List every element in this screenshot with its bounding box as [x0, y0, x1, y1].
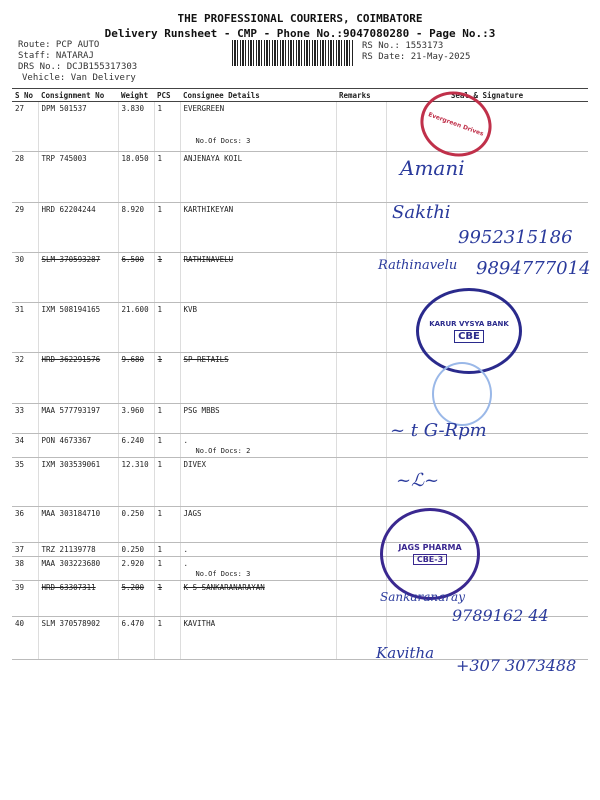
- cell-consignee: [180, 557, 336, 581]
- cell-text: 1: [157, 406, 163, 415]
- cell-weight: [118, 253, 154, 303]
- cell-consignee: [180, 253, 336, 303]
- cell-weight: [118, 102, 154, 152]
- cell-sno: [12, 458, 38, 507]
- stamp-inner-text: CBE-3: [413, 554, 447, 565]
- cell-cno: [38, 581, 118, 617]
- cell-text: 12.310: [121, 460, 149, 469]
- cell-text: 0.250: [121, 509, 145, 518]
- cell-pcs: [154, 543, 180, 557]
- cell-pcs: [154, 102, 180, 152]
- cell-weight: [118, 203, 154, 253]
- cell-weight: [118, 353, 154, 404]
- cell-pcs: [154, 152, 180, 203]
- cell-cno: [38, 303, 118, 353]
- cell-text: 1: [157, 355, 163, 364]
- column-header: Consignee Details: [180, 89, 336, 102]
- table-header-row: [12, 89, 588, 102]
- psg-faint-stamp: [432, 362, 492, 426]
- cell-text: IXM 303539061: [41, 460, 101, 469]
- cell-remarks: [336, 557, 386, 581]
- cell-weight: [118, 581, 154, 617]
- cell-text: SLM 370593287: [41, 255, 101, 264]
- route-label: Route: PCP AUTO: [18, 40, 100, 50]
- cell-text: 27: [15, 104, 25, 113]
- table-row: [12, 543, 588, 557]
- cell-weight: [118, 617, 154, 660]
- cell-cno: [38, 507, 118, 543]
- cell-text: 32: [15, 355, 25, 364]
- cell-text: 9.680: [121, 355, 145, 364]
- cell-text: 1: [157, 559, 163, 568]
- cell-remarks: [336, 458, 386, 507]
- column-header: Weight: [118, 89, 154, 102]
- cell-consignee: [180, 152, 336, 203]
- cell-text: KARTHIKEYAN: [183, 205, 234, 214]
- cell-text: 1: [157, 154, 163, 163]
- signature-30: Rathinavelu: [378, 258, 458, 273]
- cell-text: 1: [157, 460, 163, 469]
- cell-cno: [38, 458, 118, 507]
- cell-cno: [38, 543, 118, 557]
- cell-cno: [38, 617, 118, 660]
- cell-cno: [38, 404, 118, 434]
- column-header: PCS: [154, 89, 180, 102]
- cell-text: 1: [157, 305, 163, 314]
- cell-text: 1: [157, 583, 163, 592]
- cell-sno: [12, 581, 38, 617]
- cell-text: IXM 508194165: [41, 305, 101, 314]
- cell-cno: [38, 203, 118, 253]
- cell-text: .: [183, 559, 189, 568]
- cell-weight: [118, 303, 154, 353]
- cell-weight: [118, 458, 154, 507]
- phone-29: 9952315186: [458, 227, 573, 248]
- cell-text: 35: [15, 460, 25, 469]
- column-header: Remarks: [336, 89, 386, 102]
- cell-sno: [12, 152, 38, 203]
- signature-28: Amani: [400, 156, 465, 180]
- cell-text: KVB: [183, 305, 198, 314]
- cell-text: MAA 577793197: [41, 406, 101, 415]
- cell-text: 37: [15, 545, 25, 554]
- cell-text: 38: [15, 559, 25, 568]
- cell-sno: [12, 507, 38, 543]
- cell-remarks: [336, 152, 386, 203]
- cell-text: TRP 745003: [41, 154, 87, 163]
- cell-text: ANJENAYA KOIL: [183, 154, 243, 163]
- cell-consignee: [180, 617, 336, 660]
- cell-text: 1: [157, 205, 163, 214]
- cell-text: 1: [157, 545, 163, 554]
- cell-remarks: [336, 507, 386, 543]
- column-header: Seal & Signature: [386, 89, 588, 102]
- cell-sno: [12, 203, 38, 253]
- cell-weight: [118, 507, 154, 543]
- cell-text: K S SANKARANARAYAN: [183, 583, 265, 592]
- phone-40: +307 3073488: [456, 656, 577, 675]
- cell-text: SLM 370578902: [41, 619, 101, 628]
- cell-text: MAA 303223680: [41, 559, 101, 568]
- table-row: [12, 507, 588, 543]
- cell-text: 40: [15, 619, 25, 628]
- cell-sno: [12, 404, 38, 434]
- cell-text: 29: [15, 205, 25, 214]
- cell-sno: [12, 434, 38, 458]
- stamp-text: Evergreen Drives: [427, 110, 485, 138]
- cell-sno: [12, 543, 38, 557]
- cell-sno: [12, 353, 38, 404]
- cell-cno: [38, 353, 118, 404]
- stamp-inner-text: CBE: [454, 330, 484, 343]
- cell-text: KAVITHA: [183, 619, 216, 628]
- cell-text: 6.500: [121, 255, 145, 264]
- cell-text: 28: [15, 154, 25, 163]
- cell-text: 30: [15, 255, 25, 264]
- runsheet-subtitle: Delivery Runsheet - CMP - Phone No.:9047080280 - Page No.:3: [104, 27, 496, 40]
- cell-pcs: [154, 253, 180, 303]
- cell-text: 33: [15, 406, 25, 415]
- cell-remarks: [336, 203, 386, 253]
- cell-text: 2.920: [121, 559, 145, 568]
- cell-consignee: [180, 434, 336, 458]
- cell-sno: [12, 303, 38, 353]
- cell-pcs: [154, 203, 180, 253]
- column-header: S No: [12, 89, 38, 102]
- cell-text: 6.470: [121, 619, 145, 628]
- cell-text: 34: [15, 436, 25, 445]
- cell-text: .: [183, 545, 189, 554]
- cell-consignee: [180, 353, 336, 404]
- cell-consignee: [180, 458, 336, 507]
- signature-34: ~ t G-Rpm: [390, 420, 487, 441]
- table-row: [12, 152, 588, 203]
- cell-text: 1: [157, 255, 163, 264]
- cell-pcs: [154, 617, 180, 660]
- cell-consignee: [180, 581, 336, 617]
- stamp-text: JAGS PHARMA: [398, 543, 462, 552]
- kvb-bank-stamp: [416, 288, 522, 374]
- cell-consignee: [180, 203, 336, 253]
- cell-pcs: [154, 353, 180, 404]
- rs-number: RS No.: 1553173: [362, 41, 444, 51]
- cell-text: HRD 63307311: [41, 583, 96, 592]
- cell-consignee: [180, 543, 336, 557]
- cell-text: 6.240: [121, 436, 145, 445]
- cell-text: 39: [15, 583, 25, 592]
- cell-sno: [12, 102, 38, 152]
- cell-pcs: [154, 507, 180, 543]
- cell-cno: [38, 152, 118, 203]
- drs-number: DRS No.: DCJB155317303: [18, 62, 138, 72]
- cell-cno: [38, 102, 118, 152]
- cell-text: 1: [157, 509, 163, 518]
- cell-consignee: [180, 404, 336, 434]
- docs-count: No.Of Docs: 2: [195, 447, 251, 455]
- cell-remarks: [336, 404, 386, 434]
- vehicle-label: Vehicle: Van Delivery: [22, 73, 136, 83]
- cell-text: 31: [15, 305, 25, 314]
- phone-39: 9789162 44: [452, 606, 549, 625]
- signature-29: Sakthi: [392, 202, 451, 223]
- cell-weight: [118, 557, 154, 581]
- cell-text: DPM 501537: [41, 104, 87, 113]
- cell-text: 1: [157, 436, 163, 445]
- cell-text: MAA 303184710: [41, 509, 101, 518]
- cell-pcs: [154, 581, 180, 617]
- cell-sno: [12, 617, 38, 660]
- cell-text: SP RETAILS: [183, 355, 229, 364]
- cell-consignee: [180, 303, 336, 353]
- cell-text: EVERGREEN: [183, 104, 225, 113]
- signature-40: Kavitha: [376, 644, 435, 662]
- cell-text: 5.200: [121, 583, 145, 592]
- table-row: [12, 458, 588, 507]
- table-row: [12, 434, 588, 458]
- rs-date: RS Date: 21-May-2025: [362, 52, 471, 62]
- phone-30: 9894777014: [476, 258, 591, 279]
- column-header: Consignment No: [38, 89, 118, 102]
- cell-text: 36: [15, 509, 25, 518]
- cell-remarks: [336, 303, 386, 353]
- cell-remarks: [336, 581, 386, 617]
- cell-cno: [38, 557, 118, 581]
- cell-cno: [38, 253, 118, 303]
- cell-text: JAGS: [183, 509, 202, 518]
- cell-text: TRZ 21139778: [41, 545, 96, 554]
- cell-remarks: [336, 434, 386, 458]
- cell-text: 21.600: [121, 305, 149, 314]
- table-row: [12, 102, 588, 152]
- cell-text: 1: [157, 104, 163, 113]
- stamp-text: KARUR VYSYA BANK: [429, 319, 509, 328]
- runsheet-title: THE PROFESSIONAL COURIERS, COIMBATORE: [177, 12, 423, 25]
- cell-text: .: [183, 436, 189, 445]
- cell-pcs: [154, 458, 180, 507]
- signature-35: ~ℒ~: [396, 470, 440, 491]
- cell-consignee: [180, 102, 336, 152]
- cell-pcs: [154, 404, 180, 434]
- cell-remarks: [336, 353, 386, 404]
- jags-pharma-stamp: [380, 508, 480, 600]
- cell-weight: [118, 404, 154, 434]
- cell-pcs: [154, 434, 180, 458]
- cell-text: DIVEX: [183, 460, 207, 469]
- cell-weight: [118, 152, 154, 203]
- docs-count: No.Of Docs: 3: [195, 570, 251, 578]
- cell-pcs: [154, 303, 180, 353]
- cell-weight: [118, 434, 154, 458]
- docs-count: No.Of Docs: 3: [195, 137, 251, 145]
- cell-text: PSG MBBS: [183, 406, 220, 415]
- cell-text: 1: [157, 619, 163, 628]
- cell-text: PON 4673367: [41, 436, 92, 445]
- cell-sno: [12, 253, 38, 303]
- runsheet-table: [12, 88, 588, 660]
- cell-consignee: [180, 507, 336, 543]
- cell-remarks: [336, 543, 386, 557]
- cell-text: 0.250: [121, 545, 145, 554]
- cell-remarks: [336, 102, 386, 152]
- staff-label: Staff: NATARAJ: [18, 51, 94, 61]
- cell-text: 18.050: [121, 154, 149, 163]
- cell-text: RATHINAVELU: [183, 255, 234, 264]
- cell-text: 3.960: [121, 406, 145, 415]
- cell-text: 3.830: [121, 104, 145, 113]
- cell-text: 8.920: [121, 205, 145, 214]
- cell-cno: [38, 434, 118, 458]
- cell-text: HRD 62204244: [41, 205, 96, 214]
- signature-39: Sankaranaray: [380, 590, 465, 604]
- cell-sno: [12, 557, 38, 581]
- cell-weight: [118, 543, 154, 557]
- cell-pcs: [154, 557, 180, 581]
- table-row: [12, 557, 588, 581]
- table-row: [12, 404, 588, 434]
- barcode: [232, 40, 354, 66]
- cell-text: HRD 362291576: [41, 355, 101, 364]
